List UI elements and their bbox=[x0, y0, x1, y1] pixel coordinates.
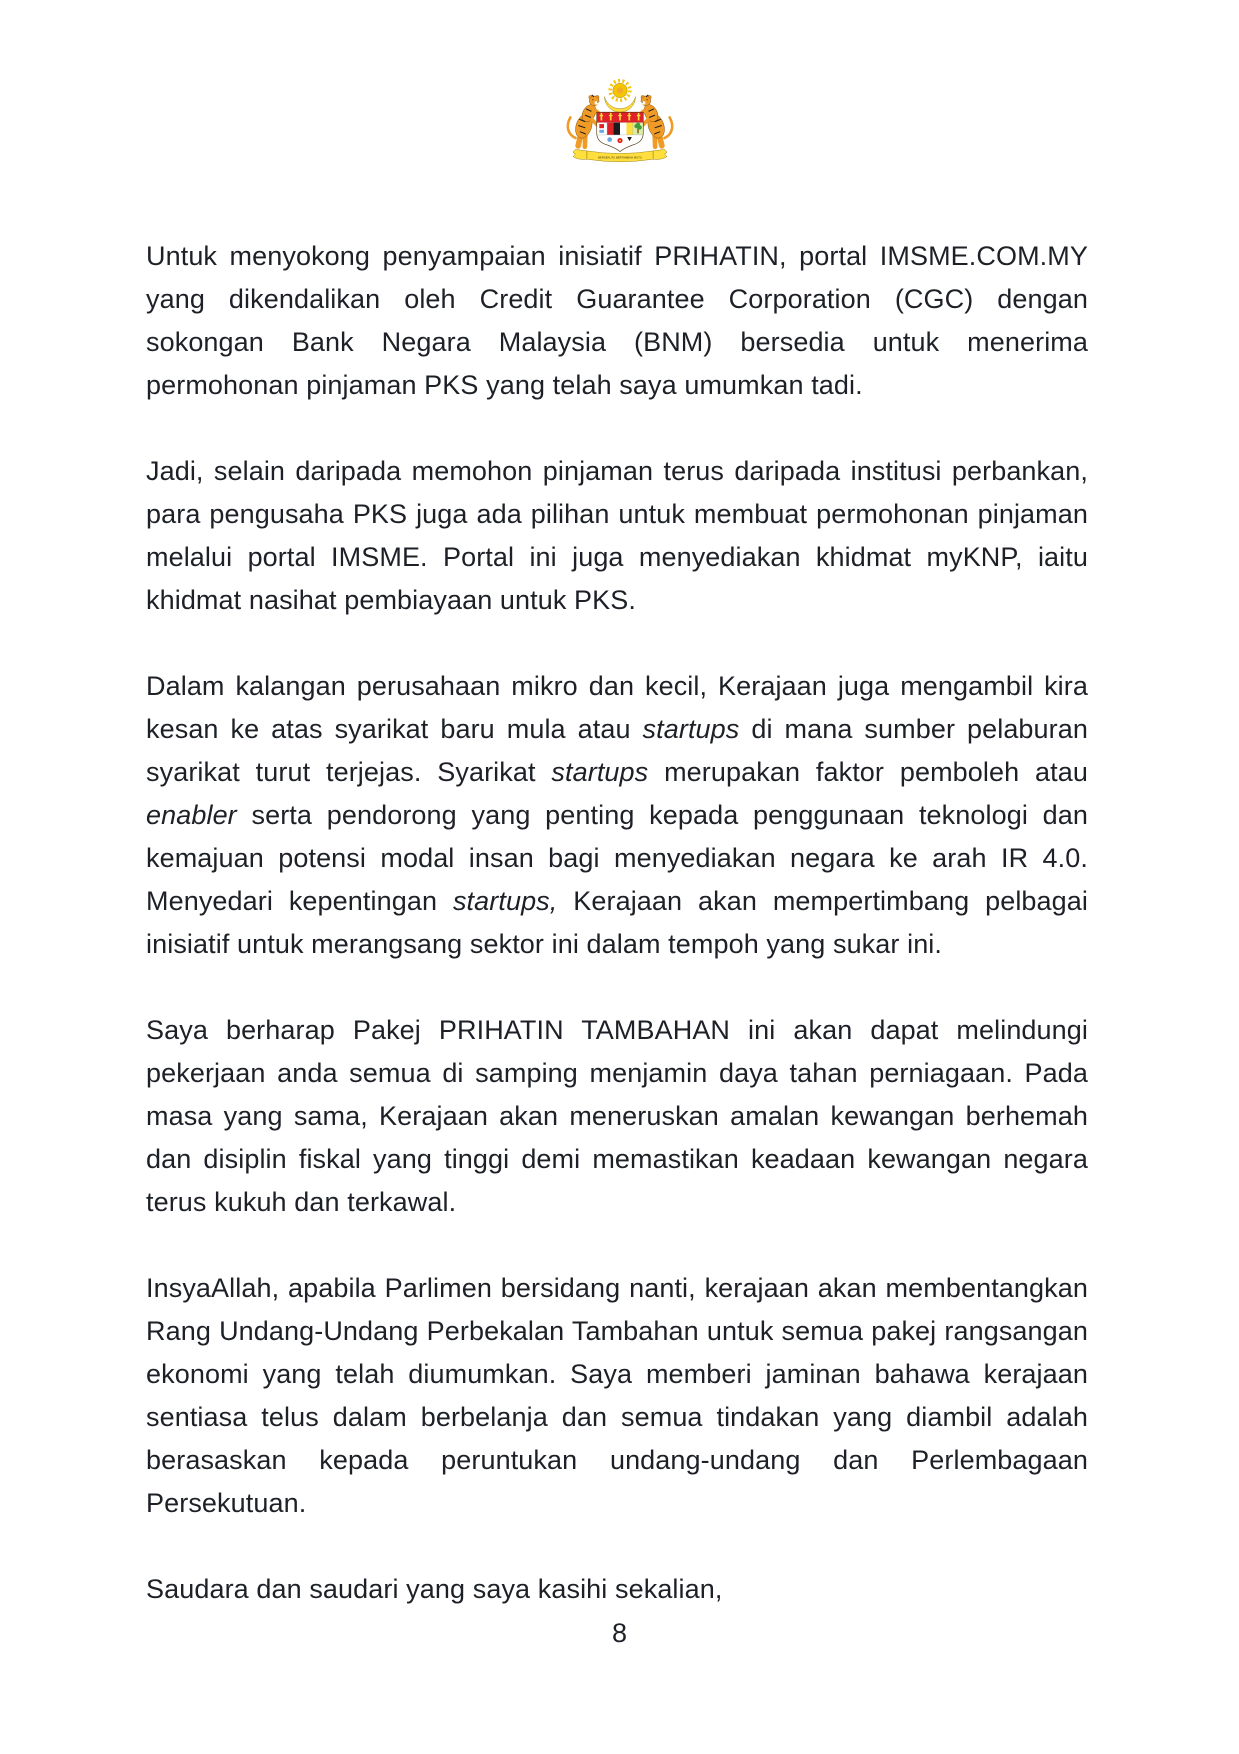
federal-star-icon bbox=[610, 81, 630, 101]
paragraph bbox=[146, 1267, 1088, 1525]
text-run: Saya berharap Pakej PRIHATIN TAMBAHAN ini akan dapat melindungi pekerjaan anda semua di samping menjamin daya tahan perniagaan. Pada masa yang sama, Kerajaan akan meneruskan amalan kewangan berhemah dan disiplin fiskal yang tinggi demi memastikan keadaan kewangan negara terus kukuh dan terkawal. bbox=[146, 1015, 1088, 1217]
text-run: merupakan faktor pemboleh atau bbox=[648, 757, 1088, 787]
text-run: Untuk menyokong penyampaian inisiatif PRIHATIN, portal IMSME.COM.MY yang dikendalikan oleh Credit Guarantee Corporation (CGC) dengan sokongan Bank Negara Malaysia (BNM) bersedia untuk menerima permohonan pinjaman PKS yang telah saya umumkan tadi. bbox=[146, 241, 1088, 400]
text-run: Kerajaan akan mempertimbang pelbagai inisiatif untuk merangsang sektor ini dalam tempoh yang sukar ini. bbox=[146, 886, 1088, 959]
paragraph bbox=[146, 1568, 1088, 1611]
text-run: di mana sumber pelaburan syarikat turut terjejas. Syarikat bbox=[146, 714, 1088, 787]
italic-run: startups bbox=[642, 714, 740, 744]
coat-of-arms-logo bbox=[558, 78, 682, 166]
text-run: InsyaAllah, apabila Parlimen bersidang nanti, kerajaan akan membentangkan Rang Undang-Undang Perbekalan Tambahan untuk semua pakej rangsangan ekonomi yang telah diumumkan. Saya memberi jaminan bahawa kerajaan sentiasa telus dalam berbelanja dan semua tindakan yang diambil adalah berasaskan kepada peruntukan undang-undang dan Perlembagaan Persekutuan. bbox=[146, 1273, 1088, 1518]
motto-text: BERSEKUTU BERTAMBAH MUTU bbox=[597, 155, 642, 160]
text-run: Jadi, selain daripada memohon pinjaman terus daripada institusi perbankan, para pengusaha PKS juga ada pilihan untuk membuat permohonan pinjaman melalui portal IMSME. Portal ini juga menyediakan khidmat myKNP, iaitu khidmat nasihat pembiayaan untuk PKS. bbox=[146, 456, 1088, 615]
paragraph bbox=[146, 450, 1088, 622]
paragraph bbox=[146, 665, 1088, 966]
paragraph bbox=[146, 1009, 1088, 1224]
tiger-left-icon bbox=[567, 95, 598, 147]
document-body bbox=[146, 235, 1088, 1654]
tiger-right-icon bbox=[640, 95, 671, 147]
crescent-icon bbox=[604, 97, 635, 113]
page-number: 8 bbox=[611, 1618, 628, 1648]
text-run: serta pendorong yang penting kepada penggunaan teknologi dan kemajuan potensi modal insan bagi menyediakan negara ke arah IR 4.0. Menyedari kepentingan bbox=[146, 800, 1088, 916]
italic-run: enabler bbox=[146, 800, 237, 830]
jata-negara-icon bbox=[558, 78, 682, 166]
italic-run: startups, bbox=[452, 886, 558, 916]
text-run: Saudara dan saudari yang saya kasihi sekalian, bbox=[146, 1574, 723, 1604]
paragraph bbox=[146, 235, 1088, 407]
shield-icon bbox=[596, 112, 643, 151]
text-run: Dalam kalangan perusahaan mikro dan kecil, Kerajaan juga mengambil kira kesan ke atas syarikat baru mula atau bbox=[146, 671, 1088, 744]
italic-run: startups bbox=[551, 757, 649, 787]
